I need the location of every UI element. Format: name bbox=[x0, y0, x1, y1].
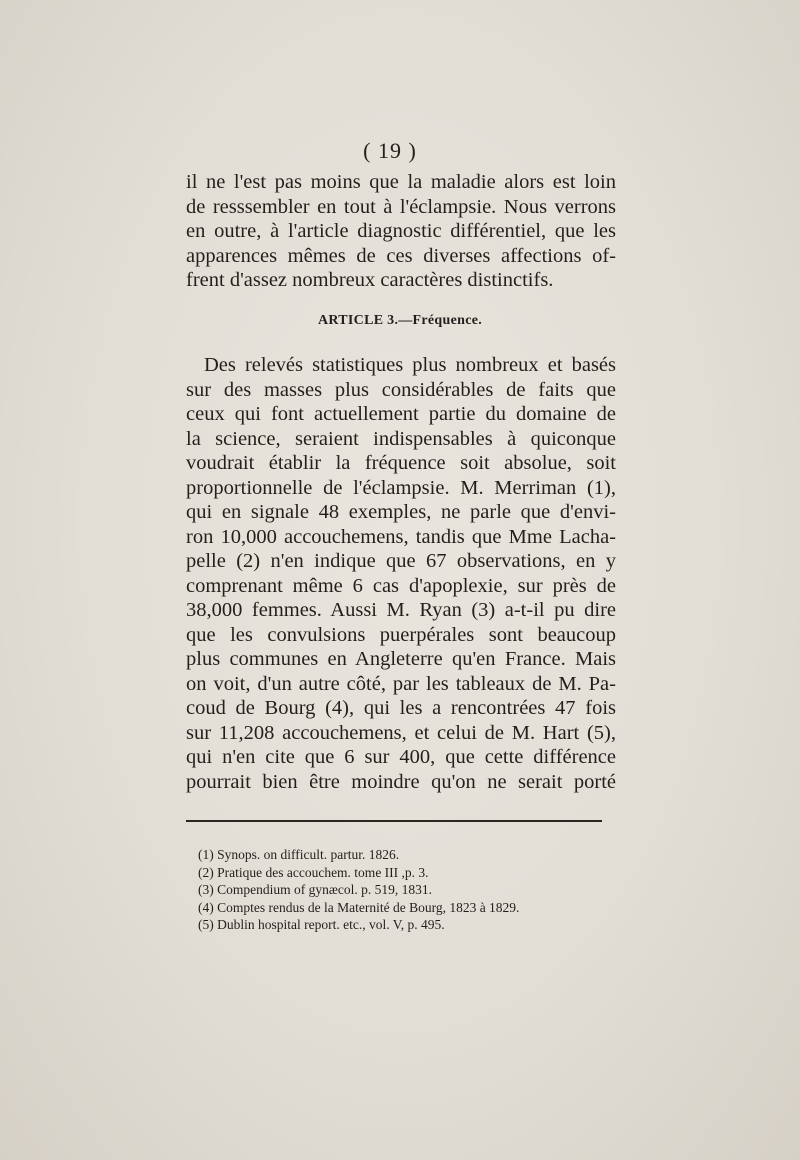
text-line: frent d'assez nombreux caractères distinctifs. bbox=[186, 269, 554, 291]
text-line: ceux qui font actuellement partie du domaine de bbox=[186, 403, 616, 425]
text-line: pourrait bien être moindre qu'on ne serait porté bbox=[186, 770, 616, 793]
intro-paragraph bbox=[186, 170, 616, 293]
footnote-divider bbox=[186, 820, 602, 822]
footnote: (1) Synops. on difficult. partur. 1826. bbox=[198, 847, 400, 862]
text-line: il ne l'est pas moins que la maladie alors est loin bbox=[186, 171, 616, 193]
text-line: sur 11,208 accouchemens, et celui de M. Hart (5), bbox=[186, 721, 616, 744]
text-line: de resssembler en tout à l'éclampsie. Nous verrons bbox=[186, 195, 616, 218]
text-line: Des relevés statistiques plus nombreux et basés bbox=[204, 354, 616, 376]
text-line: en outre, à l'article diagnostic différentiel, que les bbox=[186, 220, 616, 242]
text-line: voudrait établir la fréquence soit absolue, soit bbox=[186, 452, 616, 474]
footnote: (5) Dublin hospital report. etc., vol. V, p. 495. bbox=[198, 917, 445, 932]
text-line: 38,000 femmes. Aussi M. Ryan (3) a-t-il pu dire bbox=[186, 599, 616, 621]
page-number: ( 19 ) bbox=[363, 138, 417, 163]
text-line: coud de Bourg (4), qui les a rencontrées 47 fois bbox=[186, 697, 616, 719]
text-line: la science, seraient indispensables à quiconque bbox=[186, 427, 616, 450]
text-line: sur des masses plus considérables de faits que bbox=[186, 378, 616, 401]
footnote: (3) Compendium of gynæcol. p. 519, 1831. bbox=[198, 882, 432, 897]
text-line: que les convulsions puerpérales sont beaucoup bbox=[186, 623, 616, 646]
text-line: ron 10,000 accouchemens, tandis que Mme Lacha- bbox=[186, 525, 616, 548]
text-line: pelle (2) n'en indique que 67 observations, en y bbox=[186, 550, 616, 572]
text-line: on voit, d'un autre côté, par les tableaux de M. Pa- bbox=[186, 672, 616, 695]
text-line: apparences mêmes de ces diverses affections of- bbox=[186, 244, 616, 267]
text-line: qui en signale 48 exemples, ne parle que d'envi- bbox=[186, 501, 616, 523]
footnotes bbox=[198, 846, 598, 934]
body-paragraph bbox=[186, 353, 616, 794]
text-line: qui n'en cite que 6 sur 400, que cette différence bbox=[186, 746, 616, 768]
footnote: (2) Pratique des accouchem. tome III ,p. 3. bbox=[198, 864, 429, 880]
text-line: proportionnelle de l'éclampsie. M. Merriman (1), bbox=[186, 476, 616, 499]
text-line: comprenant même 6 cas d'apoplexie, sur près de bbox=[186, 574, 616, 597]
text-line: plus communes en Angleterre qu'en France. Mais bbox=[186, 648, 616, 670]
section-heading: ARTICLE 3.—Fréquence. bbox=[317, 313, 483, 328]
footnote: (4) Comptes rendus de la Maternité de Bourg, 1823 à 1829. bbox=[198, 899, 520, 915]
